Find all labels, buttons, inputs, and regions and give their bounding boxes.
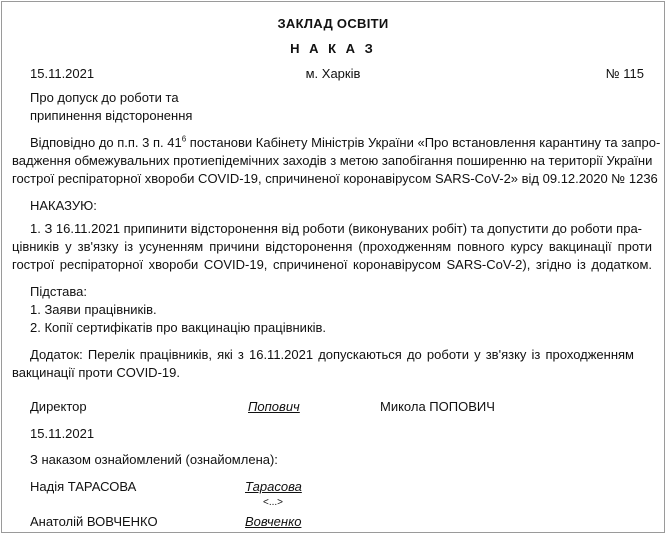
institution-title: ЗАКЛАД ОСВІТИ — [277, 16, 389, 31]
item-1 — [12, 220, 652, 272]
order-document — [1, 1, 665, 533]
list-ellipsis: <...> — [263, 497, 284, 508]
order-number: № 115 — [605, 66, 644, 81]
document-type: Н А К А З — [290, 41, 376, 56]
basis — [30, 283, 326, 337]
subject-line-2: припинення відсторонення — [30, 108, 193, 123]
director-name: Микола ПОПОВИЧ — [380, 399, 495, 414]
preamble-line-1-b: постанови Кабінету Міністрів України «Про встановлення карантину та запро- — [186, 135, 661, 150]
order-word: НАКАЗУЮ: — [30, 198, 97, 213]
appendix — [12, 346, 634, 380]
preamble — [12, 134, 661, 186]
appendix-line-2: вакцинації проти COVID-19. — [12, 365, 180, 380]
order-date: 15.11.2021 — [30, 66, 95, 81]
basis-item-1: 1. Заяви працівників. — [30, 302, 157, 317]
director-signature: Попович — [248, 399, 300, 414]
employee-name-2: Анатолій ВОВЧЕНКО — [30, 514, 158, 529]
employee-name-1: Надія ТАРАСОВА — [30, 479, 137, 494]
employee-signature-1: Тарасова — [245, 479, 302, 494]
item-1-line-1: 1. З 16.11.2021 припинити відсторонення від роботи (виконуваних робіт) та допустити до роботи пра- — [30, 221, 643, 236]
order-subject — [30, 89, 192, 125]
preamble-line-2: вадження обмежувальних протиепідемічних заходів з метою запобігання поширенню на території України — [12, 153, 653, 168]
acquainted-title: З наказом ознайомлений (ознайомлена): — [30, 452, 278, 467]
preamble-line-1-a: Відповідно до п.п. 3 п. 41 — [30, 135, 182, 150]
director-position: Директор — [30, 399, 87, 414]
order-city: м. Харків — [305, 66, 361, 81]
preamble-line-3: гострої респіраторної хвороби COVID-19, спричиненої коронавірусом SARS-CoV-2» від 09.12.2020 № 1236 — [12, 171, 658, 186]
basis-item-2: 2. Копії сертифікатів про вакцинацію працівників. — [30, 320, 327, 335]
preamble-line-1 — [30, 134, 661, 152]
basis-title: Підстава: — [30, 284, 87, 299]
signature-date: 15.11.2021 — [30, 426, 95, 441]
subject-line-1: Про допуск до роботи та — [30, 90, 179, 105]
appendix-line-1: Додаток: Перелік працівників, які з 16.11.2021 допускаються до роботи у зв'язку із проходженням — [30, 347, 634, 362]
employee-signature-2: Вовченко — [245, 514, 302, 529]
item-1-line-2: цівників у зв'язку із усуненням причини відсторонення (проходженням повного курсу вакцинації проти — [12, 239, 652, 254]
item-1-line-3: гострої респіраторної хвороби COVID-19, спричиненої коронавірусом SARS-CoV-2), згідно із додатком. — [12, 257, 652, 272]
preamble-sup: 6 — [181, 134, 187, 144]
